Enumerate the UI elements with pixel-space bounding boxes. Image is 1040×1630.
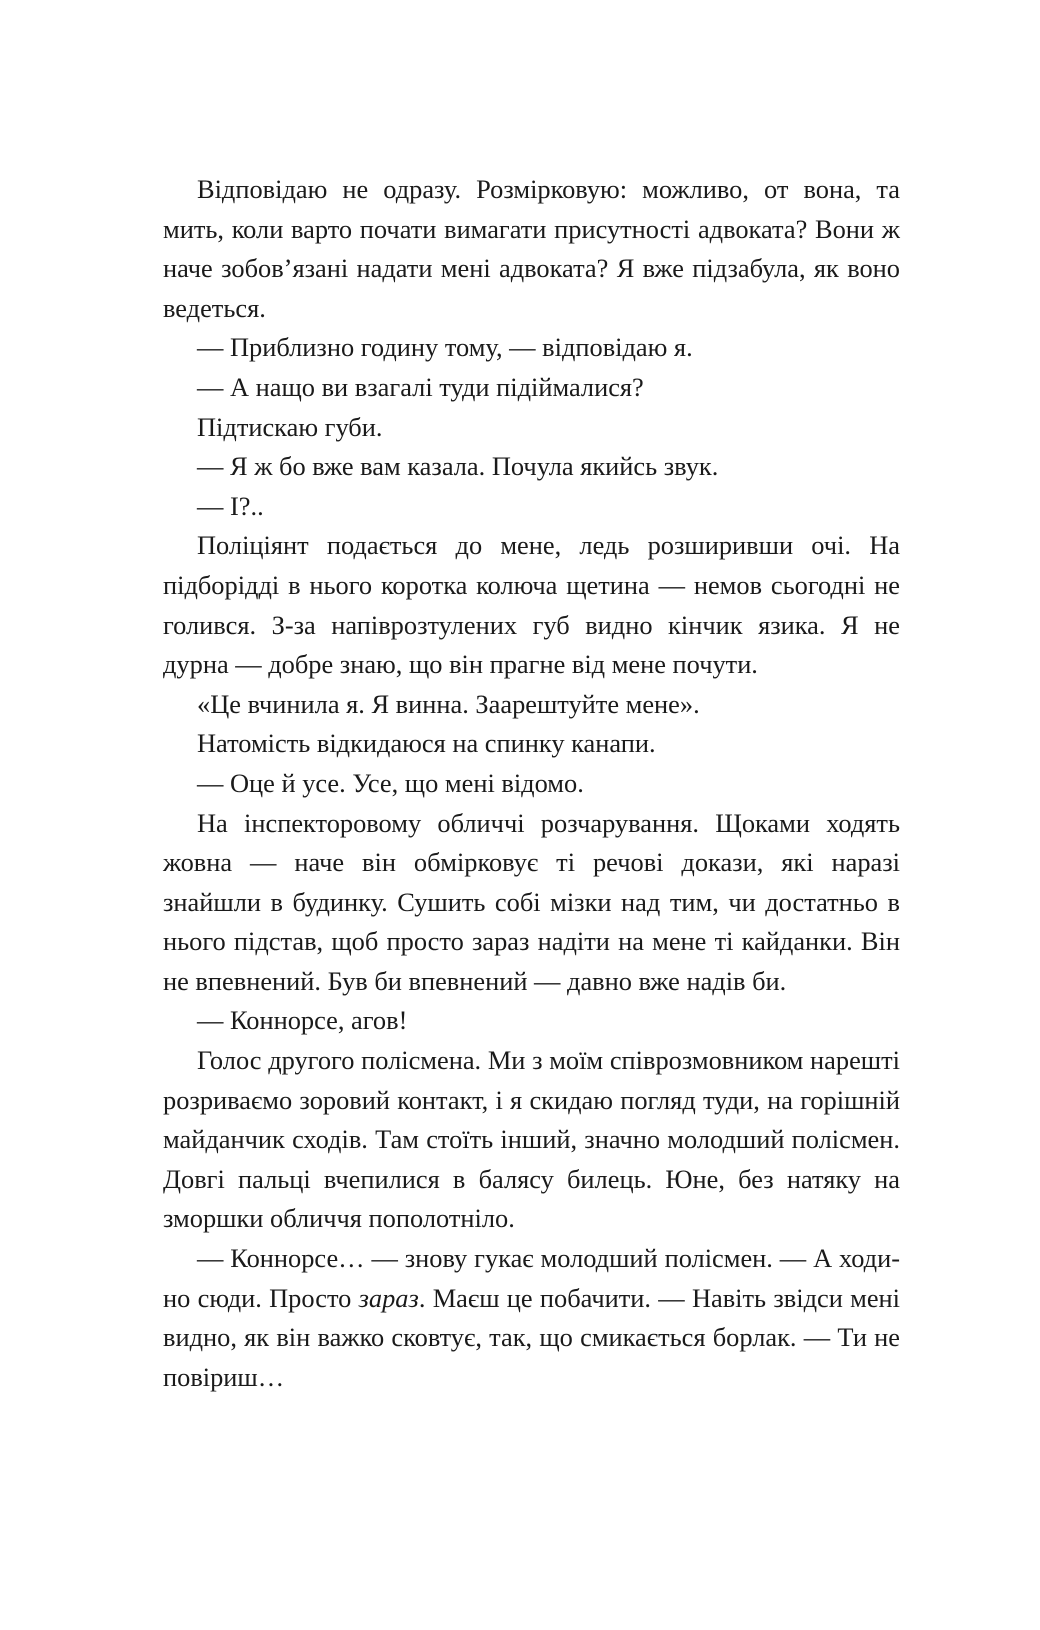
page-text-block bbox=[163, 170, 907, 1397]
paragraph: Підтискаю губи. bbox=[197, 411, 383, 442]
paragraph bbox=[163, 1239, 907, 1397]
text-run: . Маєш це побачити. — Навіть звідси мені видно, як він важко сковтує, так, що смикається борлак. — Ти не повіриш… bbox=[163, 1282, 907, 1392]
paragraph: — Коннорсе, агов! bbox=[197, 1005, 408, 1036]
paragraph: — Оце й усе. Усе, що мені відомо. bbox=[197, 767, 584, 798]
paragraph: Голос другого полісмена. Ми з моїм співрозмовником нарешті розриваємо зоровий контакт, і я скидаю погляд туди, на горішній майданчик сходів. Там стоїть інший, значно молодший полісмен. Довгі пальці вчепилися в балясу билець. Юне, без натяку на зморшки обличчя пополотніло. bbox=[163, 1045, 907, 1234]
paragraph: На інспекторовому обличчі розчарування. Щоками ходять жовна — наче він обмірковує ті речові докази, які наразі знайшли в будинку. Сушить собі мізки над тим, чи достатньо в нього підстав, щоб просто зараз надіти на мене ті кайданки. Він не впевнений. Був би впевнений — давно вже надів би. bbox=[163, 807, 907, 996]
paragraph: — А нащо ви взагалі туди підіймалися? bbox=[197, 371, 644, 402]
emphasis-text: зараз bbox=[358, 1282, 419, 1313]
paragraph: Натомість відкидаюся на спинку канапи. bbox=[197, 728, 656, 759]
text-run: — Коннорсе… — знову гукає молодший полісмен. — А ходи-но сюди. Просто bbox=[163, 1243, 900, 1313]
paragraph: Відповідаю не одразу. Розмірковую: можливо, от вона, та мить, коли варто почати вимагати присутності адвоката? Вони ж наче зобов’язані надати мені адвоката? Я вже підзабула, як воно ведеться. bbox=[163, 174, 907, 323]
paragraph: «Це вчинила я. Я винна. Заарештуйте мене». bbox=[197, 688, 700, 719]
paragraph: — Я ж бо вже вам казала. Почула якийсь звук. bbox=[197, 451, 719, 482]
paragraph: — Приблизно годину тому, — відповідаю я. bbox=[197, 332, 693, 363]
paragraph: — І?.. bbox=[197, 490, 264, 521]
paragraph: Поліціянт подається до мене, ледь розширивши очі. На підборідді в нього коротка колюча щетина — немов сьогодні не голився. З-за напіврозтулених губ видно кінчик язика. Я не дурна — добре знаю, що він прагне від мене почути. bbox=[163, 530, 907, 680]
